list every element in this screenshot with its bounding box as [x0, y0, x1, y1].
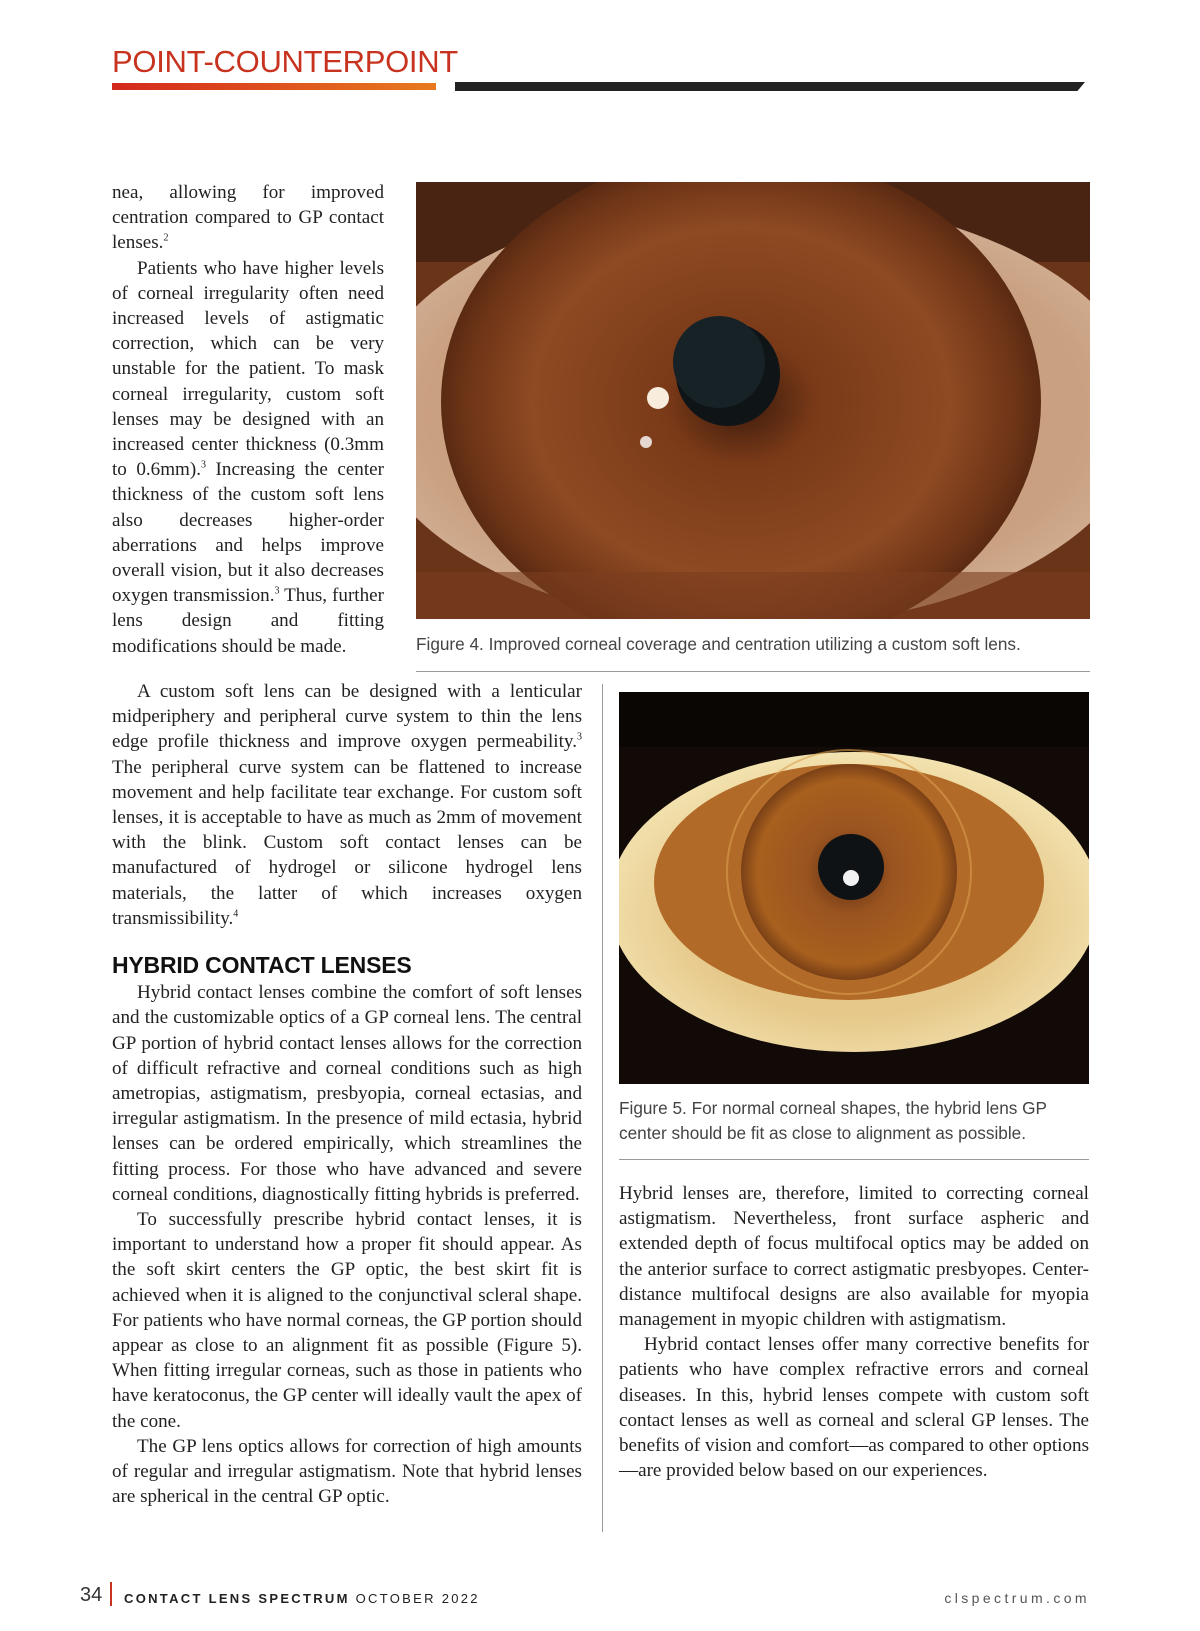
column-1-bottom: [112, 679, 582, 1510]
website[interactable]: clspectrum.com: [944, 1590, 1090, 1606]
paragraph: Hybrid lenses are, therefore, limited to correcting corneal astigmatism. Nevertheless, front surface aspheric and extended depth of focus multifocal optics may be added on the anterior surface to correct astigmatic presbyopes. Center-distance multifocal designs are also available for myopia management in myopic children with astigmatism.: [619, 1183, 1089, 1331]
magazine-issue: [124, 1591, 480, 1606]
paragraph: Patients who have higher levels of corneal irregularity often need increased levels of astigmatic correction, which can be very unstable for the patient. To mask corneal irregularity, custom soft lenses may be designed with an increased center thickness (0.3mm to 0.6mm).$^3$ Increasing the center thickness of the custom soft lens also decreases higher-order aberrations and helps improve overall vision, but it also decreases oxygen transmission.$^3$ Thus, further lens design and fitting modifications should be made.: [112, 257, 384, 657]
footer-divider: [110, 1582, 112, 1606]
section-label-bar: [112, 83, 436, 90]
paragraph: A custom soft lens can be designed with a lenticular midperiphery and peripheral curve system to thin the lens edge profile thickness and improve oxygen permeability.$^3$ The peripheral curve system can be flattened to increase movement and help facilitate tear exchange. For custom soft lenses, it is acceptable to have as much as 2mm of movement with the blink. Custom soft contact lenses can be manufactured of hydrogel or silicone hydrogel lens materials, the latter of which increases oxygen transmissibility.$^4$: [112, 681, 582, 929]
figure-5-caption: Figure 5. For normal corneal shapes, the hybrid lens GP center should be fit as close to alignment as possible.: [619, 1098, 1047, 1143]
figure-4-caption: Figure 4. Improved corneal coverage and centration utilizing a custom soft lens.: [416, 634, 1021, 654]
figure-5-eye-photo: [619, 692, 1089, 1084]
magazine-name: CONTACT LENS SPECTRUM: [124, 1591, 350, 1606]
section-heading: HYBRID CONTACT LENSES: [112, 952, 412, 979]
figure-4-eye-photo: [416, 182, 1090, 619]
eye-illustration: [619, 692, 1089, 1084]
paragraph: Hybrid contact lenses offer many corrective benefits for patients who have complex refractive errors and corneal diseases. In this, hybrid lenses compete with custom soft contact lenses as well as corneal and scleral GP lenses. The benefits of vision and comfort—as compared to other options—are provided below based on our experiences.: [619, 1334, 1089, 1482]
paragraph: Hybrid contact lenses combine the comfort of soft lenses and the customizable optics of a GP corneal lens. The central GP portion of hybrid contact lenses allows for the correction of difficult refractive and corneal conditions such as high ametropias, astigmatism, presbyopia, corneal ectasias, and irregular astigmatism. In the presence of mild ectasia, hybrid lenses can be ordered empirically, which streamlines the fitting process. For those who have advanced and severe corneal conditions, diagnostically fitting hybrids is preferred.: [112, 982, 582, 1205]
issue-date: OCTOBER 2022: [349, 1591, 480, 1606]
caption-rule: [416, 671, 1090, 672]
page-number: 34: [80, 1584, 103, 1606]
column-divider: [602, 684, 603, 1532]
paragraph: The GP lens optics allows for correction of high amounts of regular and irregular astigmatism. Note that hybrid lenses are spherical in the central GP optic.: [112, 1435, 582, 1508]
eye-illustration: [416, 182, 1090, 619]
column-1-top: [112, 180, 384, 659]
section-label: POINT-COUNTERPOINT: [112, 44, 458, 79]
paragraph: To successfully prescribe hybrid contact lenses, it is important to understand how a proper fit should appear. As the soft skirt centers the GP optic, the best skirt fit is achieved when it is aligned to the conjunctival scleral shape. For patients who have normal corneas, the GP portion should appear as close to an alignment fit as possible (Figure 5). When fitting irregular corneas, such as those in patients who have keratoconus, the GP center will ideally vault the apex of the cone.: [112, 1209, 582, 1432]
paragraph: nea, allowing for improved centration compared to GP contact lenses.$^2$: [112, 182, 384, 254]
column-2-bottom: [619, 1181, 1089, 1483]
header-rule: [455, 82, 1085, 91]
caption-rule: [619, 1159, 1089, 1160]
